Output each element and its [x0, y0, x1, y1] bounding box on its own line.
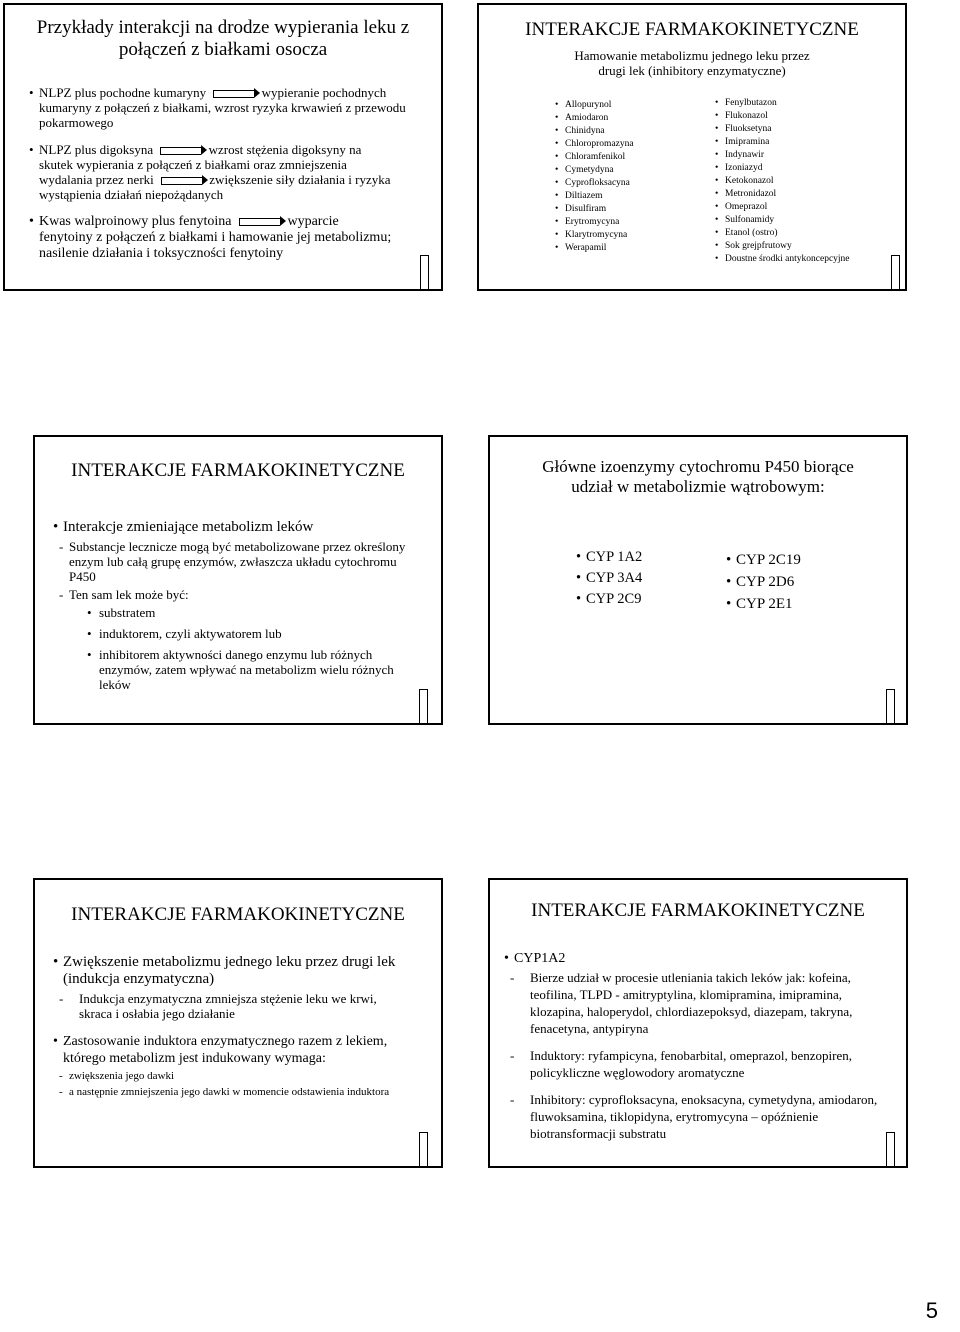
bullet-item: • Zastosowanie induktora enzymatycznego razem z lekiem, którego metabolizm jest indukowany wymaga:	[53, 1033, 413, 1067]
list-item: • Sulfonamidy	[715, 214, 895, 227]
dash-item: - Substancje lecznicze mogą być metabolizowane przez określony enzym lub całą grupę enzymów, zwłaszcza układu cytochromu P450	[53, 539, 413, 584]
list-item: • Doustne środki antykoncepcyjne	[715, 253, 895, 266]
list-item: • Erytromycyna	[555, 216, 715, 229]
list-item: • Fluoksetyna	[715, 123, 895, 136]
slide-title: Przykłady interakcji na drodze wypierania leku z połączeń z białkami osocza	[36, 17, 410, 60]
list-item: • Omeprazol	[715, 201, 895, 214]
slide-title: INTERAKCJE FARMAKOKINETYCZNE	[71, 460, 405, 481]
inhibitor-list-right	[715, 97, 895, 266]
list-item: • Sok grejpfrutowy	[715, 240, 895, 253]
sub-bullet-item: • inhibitorem aktywności danego enzymu lub różnych enzymów, zatem wpływać na metabolizm wielu różnych leków	[53, 647, 413, 692]
list-item: • Cymetydyna	[555, 164, 715, 177]
slide-2	[477, 3, 907, 291]
list-item: • Chloropromazyna	[555, 138, 715, 151]
list-item: • Indynawir	[715, 149, 895, 162]
note-marker	[891, 255, 900, 291]
dash-item: - zwiększenia jego dawki	[53, 1069, 413, 1083]
dash-item: - Ten sam lek może być:	[53, 587, 413, 602]
slide-subtitle: Hamowanie metabolizmu jednego leku przez drugi lek (inhibitory enzymatyczne)	[574, 47, 810, 78]
list-item: • Chloramfenikol	[555, 151, 715, 164]
cyp-list-right	[726, 549, 846, 615]
list-item: • Amiodaron	[555, 112, 715, 125]
slide-5	[33, 878, 443, 1168]
sub-bullet-item: • substratem	[53, 605, 413, 620]
bullet-item: • NLPZ plus pochodne kumaryny wypieranie pochodnych kumaryny z połączeń z białkami, wzrost ryzyka krwawień z przewodu pokarmowego	[29, 85, 409, 130]
list-item: • CYP 3A4	[576, 568, 726, 589]
list-item: • Klarytromycyna	[555, 229, 715, 242]
dash-item: - Indukcja enzymatyczna zmniejsza stężenie leku we krwi, skraca i osłabia jego działanie	[53, 991, 413, 1021]
list-item: • Chinidyna	[555, 125, 715, 138]
slide-title: INTERAKCJE FARMAKOKINETYCZNE	[525, 19, 859, 40]
slide-title: Główne izoenzymy cytochromu P450 biorące udział w metabolizmie wątrobowym:	[542, 457, 854, 496]
note-marker	[420, 255, 429, 291]
note-marker	[886, 689, 895, 725]
note-marker	[886, 1132, 895, 1168]
bullet-item: • NLPZ plus digoksyna wzrost stężenia digoksyny na skutek wypierania z połączeń z białkami oraz zmniejszenia wydalania przez nerki zwiększenie siły działania i ryzyka wystąpienia działań niepożądanych	[29, 142, 409, 202]
list-item: • Flukonazol	[715, 110, 895, 123]
page-number: 5	[925, 1298, 938, 1323]
list-item: • CYP 2E1	[726, 593, 846, 615]
slide-3	[33, 435, 443, 725]
arrow-icon	[160, 147, 201, 155]
list-item: • Fenylbutazon	[715, 97, 895, 110]
list-item: • CYP 1A2	[576, 547, 726, 568]
bullet-item: • Kwas walproinowy plus fenytoina wyparcie fenytoiny z połączeń z białkami i hamowanie jej metabolizmu; nasilenie działania i toksyczności fenytoiny	[29, 214, 409, 262]
slide-6	[488, 878, 908, 1168]
inhibitor-list-left	[555, 99, 715, 266]
cyp-list-left	[576, 547, 726, 615]
list-item: • CYP 2C19	[726, 549, 846, 571]
list-item: • Diltiazem	[555, 190, 715, 203]
sub-bullet-item: • induktorem, czyli aktywatorem lub	[53, 626, 413, 641]
list-item: • Werapamil	[555, 242, 715, 255]
arrow-icon	[239, 218, 280, 226]
dash-item: - a następnie zmniejszenia jego dawki w momencie odstawienia induktora	[53, 1085, 413, 1099]
list-item: • Disulfiram	[555, 203, 715, 216]
list-item: • Ketokonazol	[715, 175, 895, 188]
note-marker	[419, 1132, 428, 1168]
dash-item: - Induktory: ryfampicyna, fenobarbital, omeprazol, benzopiren, policykliczne węglowodory aromatyczne	[504, 1047, 884, 1081]
list-item: • CYP 2C9	[576, 589, 726, 610]
list-item: • Allopurynol	[555, 99, 715, 112]
note-marker	[419, 689, 428, 725]
bullet-item: • CYP1A2	[504, 950, 884, 967]
list-item: • Etanol (ostro)	[715, 227, 895, 240]
arrow-icon	[161, 177, 202, 185]
list-item: • CYP 2D6	[726, 571, 846, 593]
slide-title: INTERAKCJE FARMAKOKINETYCZNE	[71, 904, 405, 925]
list-item: • Imipramina	[715, 136, 895, 149]
list-item: • Cyprofloksacyna	[555, 177, 715, 190]
dash-item: - Bierze udział w procesie utleniania takich leków jak: kofeina, teofilina, TLPD - amitryptylina, klomipramina, imipramina, klozapina, haloperydol, chlordiazepoksyd, diazepam, takryna, fenacetyna, antypiryna	[504, 969, 884, 1037]
slide-1	[3, 3, 443, 291]
slide-title: INTERAKCJE FARMAKOKINETYCZNE	[531, 900, 865, 921]
slide-4	[488, 435, 908, 725]
arrow-icon	[213, 90, 254, 98]
list-item: • Metronidazol	[715, 188, 895, 201]
bullet-item: • Zwiększenie metabolizmu jednego leku przez drugi lek (indukcja enzymatyczna)	[53, 954, 413, 988]
bullet-item: • Interakcje zmieniające metabolizm leków	[53, 520, 413, 535]
dash-item: - Inhibitory: cyprofloksacyna, enoksacyna, cymetydyna, amiodaron, fluwoksamina, tiklopidyna, erytromycyna – opóźnienie biotransformacji substratu	[504, 1091, 884, 1142]
list-item: • Izoniazyd	[715, 162, 895, 175]
